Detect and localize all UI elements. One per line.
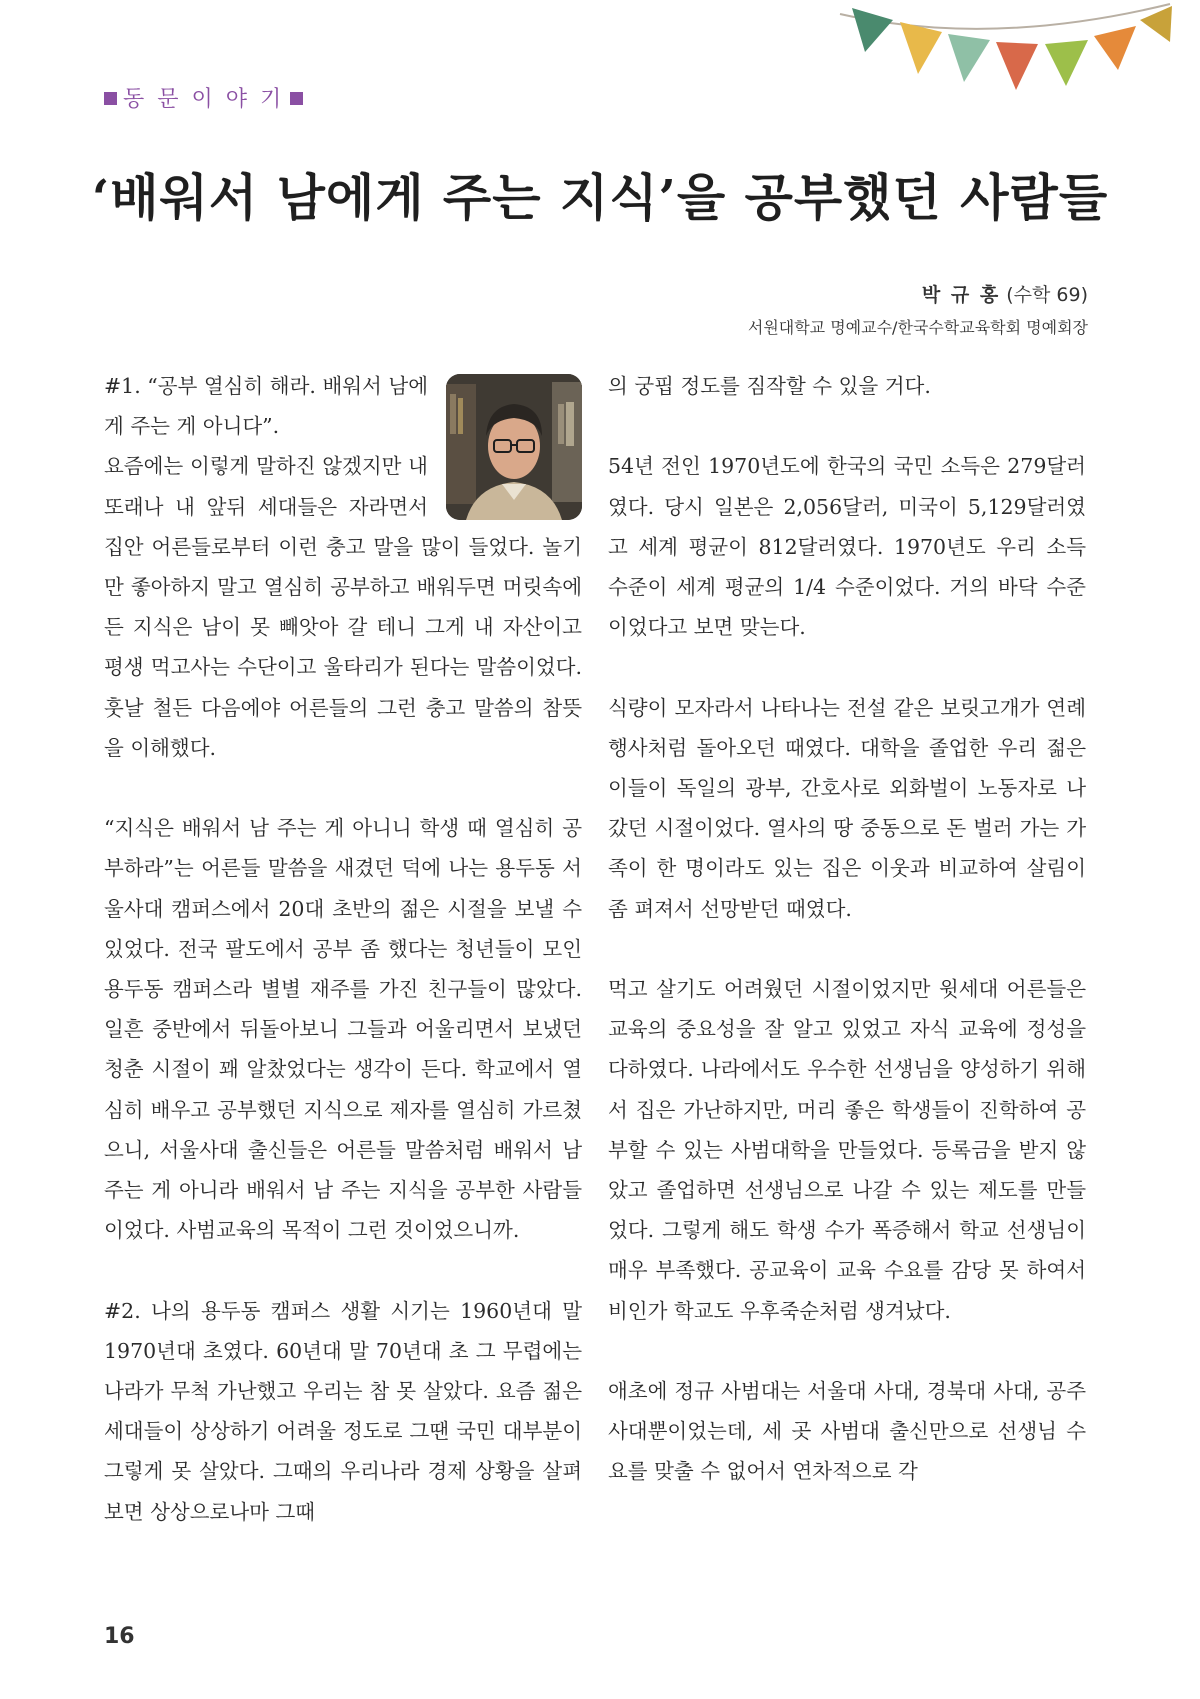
paragraph: #2. 나의 용두동 캠퍼스 생활 시기는 1960년대 말 1970년대 초였다. 60년대 말 70년대 초 그 무렵에는 나라가 무척 가난했고 우리는 참 못 살았다. 요즘 젊은 세대들이 상상하기 어려울 정도로 그땐 국민 대부분이 그렇게 못 살았다. 그때의 우리나라 경제 상황을 살펴보면 상상으로나마 그때 <box>104 1298 582 1524</box>
author-photo <box>446 374 582 520</box>
square-icon <box>290 92 303 105</box>
author-class: (수학 69) <box>1006 284 1088 306</box>
article-column-right <box>608 366 1086 1492</box>
paragraph: #1. “공부 열심히 해라. 배워서 남에게 주는 게 아니다”. <box>104 374 428 439</box>
paragraph: 54년 전인 1970년도에 한국의 국민 소득은 279달러였다. 당시 일본은 2,056달러, 미국이 5,129달러였고 세계 평균이 812달러였다. 1970년도 우리 소득 수준이 세계 평균의 1/4 수준이었다. 거의 바닥 수준이었다고 보면 맞는다. <box>608 454 1086 640</box>
paragraph: 의 궁핍 정도를 짐작할 수 있을 거다. <box>608 374 931 398</box>
paragraph: 식량이 모자라서 나타나는 전설 같은 보릿고개가 연례행사처럼 돌아오던 때였다. 대학을 졸업한 우리 젊은이들이 독일의 광부, 간호사로 외화벌이 노동자로 나갔던 시절이었다. 열사의 땅 중동으로 돈 벌러 가는 가족이 한 명이라도 있는 집은 이웃과 비교하여 살림이 좀 펴져서 선망받던 때였다. <box>608 695 1086 921</box>
paragraph: 먹고 살기도 어려웠던 시절이었지만 윗세대 어른들은 교육의 중요성을 잘 알고 있었고 자식 교육에 정성을 다하였다. 나라에서도 우수한 선생님을 양성하기 위해서 집은 가난하지만, 머리 좋은 학생들이 진학하여 공부할 수 있는 사범대학을 만들었다. 등록금을 받지 않았고 졸업하면 선생님으로 나갈 수 있는 제도를 만들었다. 그렇게 해도 학생 수가 폭증해서 학교 선생님이 매우 부족했다. 공교육이 교육 수요를 감당 못 하여서 비인가 학교도 우후죽순처럼 생겨났다. <box>608 977 1086 1323</box>
section-label: 동 문 이 야 기 <box>104 82 303 113</box>
page-number: 16 <box>104 1624 135 1649</box>
paragraph: 애초에 정규 사범대는 서울대 사대, 경북대 사대, 공주사대뿐이었는데, 세 곳 사범대 출신만으로 선생님 수요를 맞출 수 없어서 연차적으로 각 <box>608 1379 1086 1484</box>
author-byline <box>748 280 1088 338</box>
paragraph: 요즘에는 이렇게 말하진 않겠지만 내 또래나 내 앞뒤 세대들은 자라면서 집안 어른들로부터 이런 충고 말을 많이 들었다. 놀기만 좋아하지 말고 열심히 공부하고 배워두면 머릿속에 든 지식은 남이 못 빼앗아 갈 테니 그게 내 자산이고 평생 먹고사는 수단이고 울타리가 된다는 말씀이었다. 훗날 철든 다음에야 어른들의 그런 충고 말씀의 참뜻을 이해했다. <box>104 454 582 760</box>
square-icon <box>104 92 117 105</box>
author-affiliation: 서원대학교 명예교수/한국수학교육학회 명예회장 <box>747 318 1088 337</box>
paragraph: “지식은 배워서 남 주는 게 아니니 학생 때 열심히 공부하라”는 어른들 말씀을 새겼던 덕에 나는 용두동 서울사대 캠퍼스에서 20대 초반의 젊은 시절을 보낼 수 있었다. 전국 팔도에서 공부 좀 했다는 청년들이 모인 용두동 캠퍼스라 별별 재주를 가진 친구들이 많았다. 일흔 중반에서 뒤돌아보니 그들과 어울리면서 보냈던 청춘 시절이 꽤 알찼었다는 생각이 든다. 학교에서 열심히 배우고 공부했던 지식으로 제자를 열심히 가르쳤으니, 서울사대 출신들은 어른들 말씀처럼 배워서 남 주는 게 아니라 배워서 남 주는 지식을 공부한 사람들이었다. 사범교육의 목적이 그런 것이었으니까. <box>104 816 582 1243</box>
author-name: 박 규 홍 <box>921 284 1001 306</box>
article-title: ‘배워서 남에게 주는 지식’을 공부했던 사람들 <box>91 168 1109 227</box>
article-column-left <box>104 366 582 1532</box>
